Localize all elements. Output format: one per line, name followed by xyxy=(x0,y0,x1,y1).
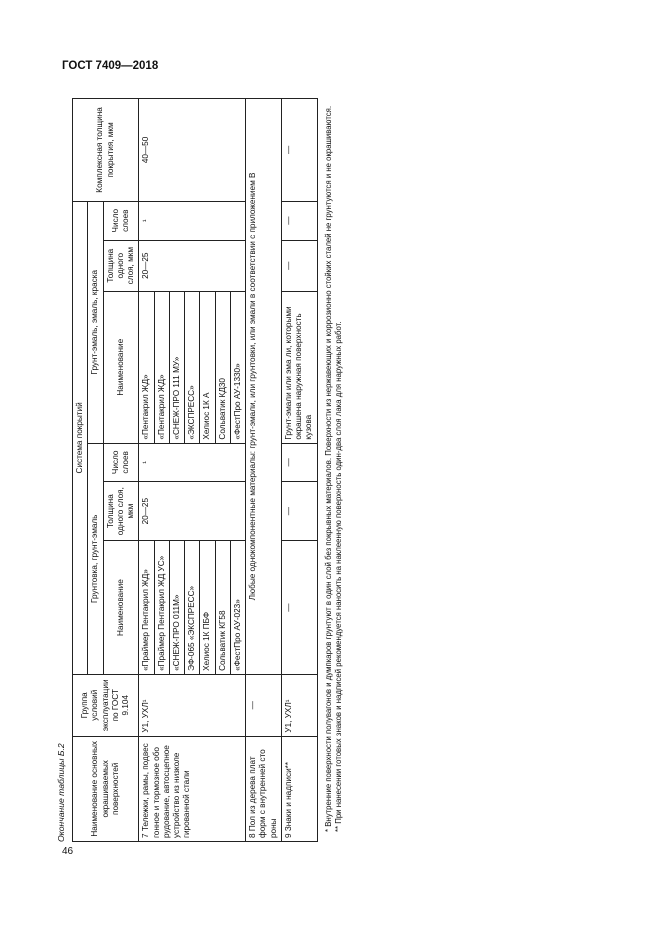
row7-enamel-5: Хелиос 1К А xyxy=(200,291,215,443)
row7-enamel-1: «Пентакрил ЖД» xyxy=(139,291,154,443)
row9-primer-thick: — xyxy=(281,482,317,541)
row7-enamel-layers: ¹ xyxy=(139,201,246,240)
row8-merged: Любые однокомпонентные материалы: грунт-эмали, или грунтовки, или эмали в соответствии с приложением В xyxy=(246,99,282,675)
header-surface: Наименование основных окрашиваемых поверхностей xyxy=(73,736,139,841)
row9-primer-layers: — xyxy=(281,443,317,482)
rotated-table-block xyxy=(56,98,362,842)
row8-surface: 8 Пол из дерева плат форм с внутренней сто роны xyxy=(246,736,282,841)
row9-surface: 9 Знаки и надписи** xyxy=(281,736,317,841)
row9-enamel-thick: — xyxy=(281,240,317,291)
header-total: Комплексная толщина покрытия, мкм xyxy=(73,99,139,202)
page-number: 46 xyxy=(62,846,74,857)
row7-primer-2: «Праймер Пентакрил ЖД УС» xyxy=(154,541,169,675)
row7-primer-5: Хелиос 1К ПБФ xyxy=(200,541,215,675)
header-enamel: Грунт-эмаль, эмаль, краска xyxy=(88,201,103,443)
row7-enamel-3: «СНЕЖ-ПРО 111 МУ» xyxy=(169,291,184,443)
row7-enamel-2: «Пентакрил ЖД» xyxy=(154,291,169,443)
row7-primer-thick: 20—25 xyxy=(139,482,246,541)
row7-primer-6: Сольватик КГ58 xyxy=(215,541,230,675)
row9-enamel-name: Грунт-эмали или эма ли, которыми окрашена наружная поверхность кузова xyxy=(281,291,317,443)
row9-total: — xyxy=(281,99,317,202)
header-primer-thick: Толщина одного слоя, мкм xyxy=(103,482,139,541)
table-caption: Окончание таблицы Б.2 xyxy=(56,743,66,842)
table-row xyxy=(281,99,317,842)
row7-total: 40—50 xyxy=(139,99,246,202)
footnotes xyxy=(324,98,345,842)
header-enamel-layers: Число слоев xyxy=(103,201,139,240)
row7-enamel-thick: 20—25 xyxy=(139,240,246,291)
row7-surface: 7 Тележки, рамы, подвеc гонное и тормозное обо рудование, автосцепное устройство из низколе гированной стали xyxy=(139,736,246,841)
header-enamel-thick: Толщина одного слоя, мкм xyxy=(103,240,139,291)
header-enamel-name: Наименование xyxy=(103,291,139,443)
row9-primer-name: — xyxy=(281,541,317,675)
header-system: Система покрытий xyxy=(73,201,88,674)
header-group: Группа условий эксплуатации по ГОСТ 9.104 xyxy=(73,674,139,736)
footnote-2: ** При нанесении готовых знаков и надписей рекомендуется наносить на наклеенную поверхность один-два слоя лака для наружных работ. xyxy=(334,321,344,832)
row9-enamel-layers: — xyxy=(281,201,317,240)
footnote-1: * Внутренние поверхности полувагонов и думпкаров грунтуют в один слой без покрывных материалов. Поверхности из нержавеющих и коррозионно стойких сталей не грунтуются и не окрашиваются. xyxy=(323,105,333,832)
row7-primer-1: «Праймер Пентакрил ЖД» xyxy=(139,541,154,675)
coating-table xyxy=(72,98,318,842)
header-primer-layers: Число слоев xyxy=(103,443,139,482)
header-primer: Грунтовка, грунт-эмаль xyxy=(88,443,103,674)
header-primer-name: Наименование xyxy=(103,541,139,675)
row7-primer-4: ЭФ-065 «ЭКСПРЕСС» xyxy=(185,541,200,675)
row8-group: — xyxy=(246,674,282,736)
row7-enamel-7: «ФестПро АУ-1330» xyxy=(230,291,245,443)
row7-primer-3: «СНЕЖ-ПРО 011М» xyxy=(169,541,184,675)
row7-primer-7: «ФестПро АУ-023» xyxy=(230,541,245,675)
table-row xyxy=(139,99,154,842)
row7-primer-layers: ¹ xyxy=(139,443,246,482)
row7-enamel-6: Сольватик КД30 xyxy=(215,291,230,443)
row7-enamel-4: «ЭКСПРЕСС» xyxy=(185,291,200,443)
row7-group: У1, УХЛ¹ xyxy=(139,674,246,736)
document-header: ГОСТ 7409—2018 xyxy=(62,60,159,72)
table-row xyxy=(246,99,282,842)
row9-group: У1, УХЛ¹ xyxy=(281,674,317,736)
